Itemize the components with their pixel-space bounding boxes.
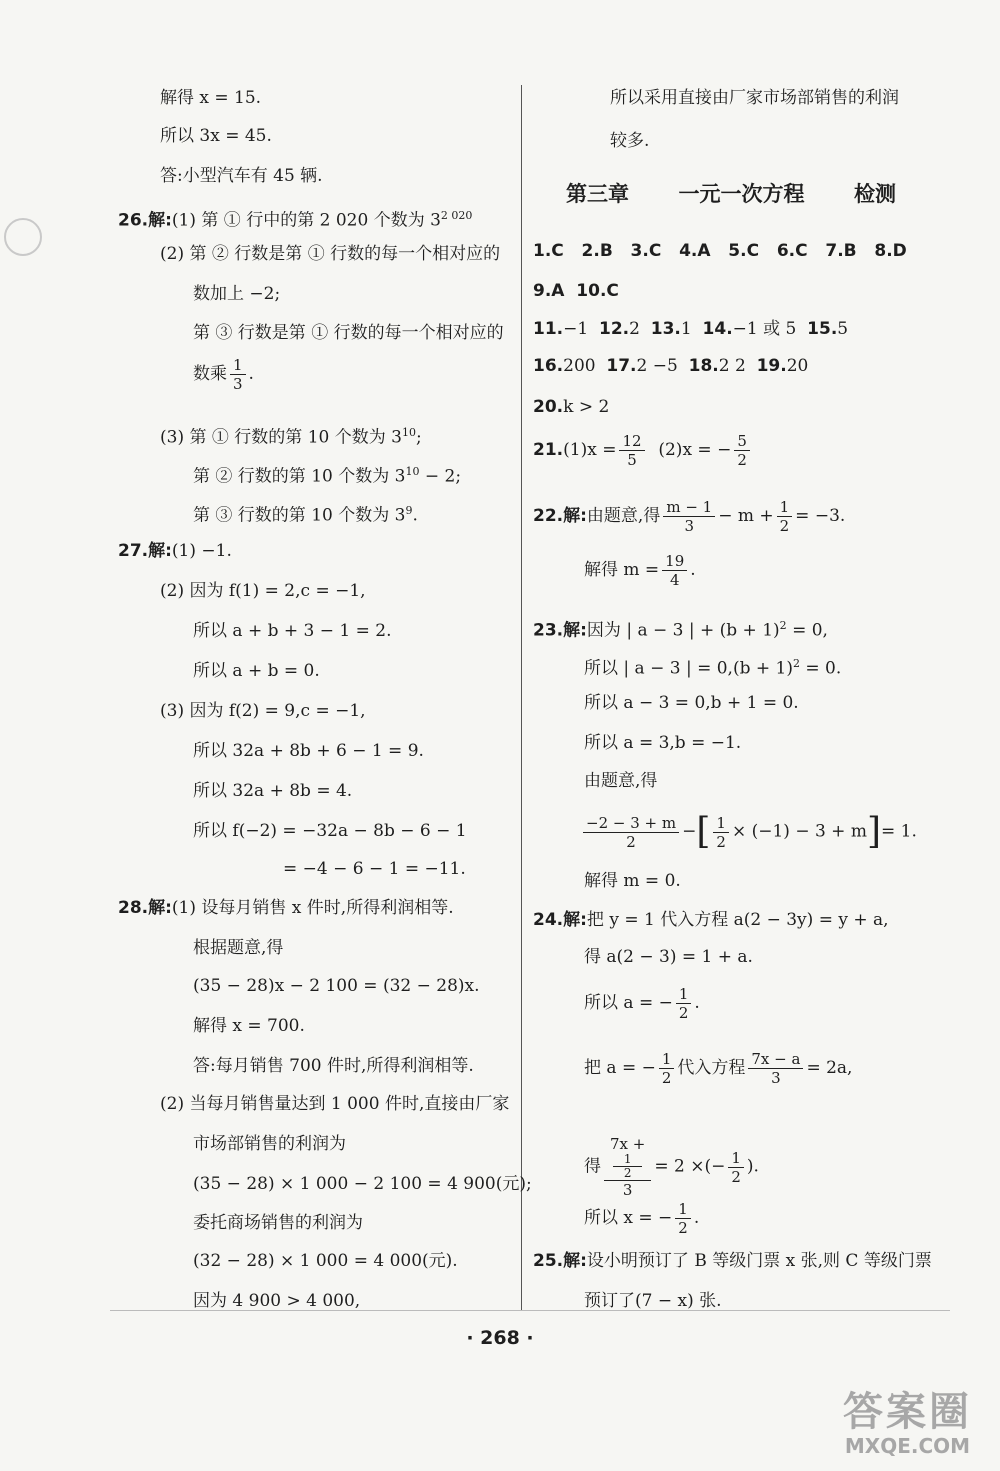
q28-line-6: (2) 当每月销售量达到 1 000 件时,直接由厂家	[160, 1094, 510, 1114]
page-number: · 268 ·	[466, 1327, 534, 1349]
answer-24-line-4: 把 a = − $\frac{1}{2}$ 代入方程 $\frac{7x - a}{3}$ = 2a,	[584, 1050, 853, 1087]
q26-line-8: 第 ③ 行数的第 10 个数为 $3^9$.	[193, 504, 418, 526]
q28-line-11: 因为 4 900 > 4 000,	[193, 1291, 361, 1311]
answer-20: 20.k > 2	[533, 397, 610, 417]
answers-row-1: 1.C 2.B 3.C 4.A 5.C 6.C 7.B 8.D	[533, 241, 907, 261]
q26-mult-text: 数乘	[193, 364, 227, 384]
watermark	[825, 1390, 990, 1458]
right-cont-line-1: 所以采用直接由厂家市场部销售的利润	[610, 88, 899, 108]
q26-line-1	[118, 205, 472, 232]
q27-line-5: (3) 因为 f(2) = 9,c = −1,	[160, 701, 366, 721]
fraction-half-c: $\frac{1}{2}$	[676, 985, 692, 1022]
answer-23-line-7: 解得 m = 0.	[584, 871, 681, 891]
q27-line-2: (2) 因为 f(1) = 2,c = −1,	[160, 581, 366, 601]
fraction-m-minus-1-over-3: $\frac{m - 1}{3}$	[663, 498, 715, 535]
answer-24-line-1: 24.解:把 y = 1 代入方程 a(2 − 3y) = y + a,	[533, 910, 889, 930]
heading-chapter: 第三章	[566, 182, 629, 206]
answer-24-line-6: 所以 x = − $\frac{1}{2}$ .	[584, 1200, 700, 1237]
answer-23-line-3: 所以 a − 3 = 0,b + 1 = 0.	[584, 693, 799, 713]
answer-23-line-5: 由题意,得	[584, 771, 658, 791]
q27-line-3: 所以 a + b + 3 − 1 = 2.	[193, 621, 392, 641]
q28-line-5: 答:每月销售 700 件时,所得利润相等.	[193, 1056, 474, 1076]
q28-line-2: 根据题意,得	[193, 938, 284, 958]
q27-line-4: 所以 a + b = 0.	[193, 661, 320, 681]
answers-row-2: 9.A 10.C	[533, 281, 619, 301]
q27-line-8: 所以 f(−2) = −32a − 8b − 6 − 1	[193, 821, 467, 841]
q26-line-6: (3) 第 ① 行数的第 10 个数为 $3^{10}$;	[160, 426, 422, 448]
chapter-heading	[566, 178, 896, 208]
answer-25-line-1: 25.解:设小明预订了 B 等级门票 x 张,则 C 等级门票	[533, 1251, 932, 1271]
q28-label: 28.解:	[118, 898, 172, 918]
q27-line-6: 所以 32a + 8b + 6 − 1 = 9.	[193, 741, 424, 761]
fraction-half-b: $\frac{1}{2}$	[713, 814, 729, 851]
q26-line-5: 数乘 $\frac{1}{3}$ .	[193, 356, 254, 393]
line-answer-cars: 答:小型汽车有 45 辆.	[160, 166, 323, 186]
q26-line-2: (2) 第 ② 行数是第 ① 行数的每一个相对应的	[160, 244, 501, 264]
fraction-5-2: $\frac{5}{2}$	[734, 432, 750, 469]
watermark-url: MXQE.COM	[844, 1434, 971, 1458]
q28-line-4: 解得 x = 700.	[193, 1016, 305, 1036]
q26-part1: (1) 第 ① 行中的第 2 020 个数为 3	[171, 210, 441, 231]
q28-line-1: 28.解:(1) 设每月销售 x 件时,所得利润相等.	[118, 898, 454, 918]
answer-23-line-1: 23.解:因为 | a − 3 | + $(b + 1)^2 = 0$,	[533, 619, 828, 641]
q28-line-3: (35 − 28)x − 2 100 = (32 − 28)x.	[193, 976, 480, 996]
answer-23-line-4: 所以 a = 3,b = −1.	[584, 733, 742, 753]
q26-line-3: 数加上 −2;	[193, 284, 281, 304]
answer-23-line-2: 所以 | a − 3 | = $0,(b + 1)^2 = 0$.	[584, 657, 842, 679]
fraction-19-4: $\frac{19}{4}$	[662, 552, 687, 589]
stamp-mark	[4, 218, 42, 256]
q26-exp: 2 020	[440, 209, 473, 222]
fraction-neg2-3-m-over-2: $\frac{-2 - 3 + m}{2}$	[583, 814, 679, 851]
q26-label: 26.解:	[118, 210, 172, 231]
answer-23-line-6: $\frac{-2 - 3 + m}{2}$ −[ $\frac{1}{2}$ × (−1) − 3 + m]= 1.	[580, 812, 917, 852]
answer-24-line-3: 所以 a = − $\frac{1}{2}$ .	[584, 985, 700, 1022]
q26-line-4: 第 ③ 行数是第 ① 行数的每一个相对应的	[193, 323, 504, 343]
answers-row-3: 11.−1 12.2 13.1 14.−1 或 5 15.5	[533, 319, 849, 339]
q27-line-1: 27.解:(1) −1.	[118, 541, 232, 561]
answers-row-4: 16.200 17.2 −5 18.2 2 19.20	[533, 356, 809, 376]
answer-25-line-2: 预订了(7 − x) 张.	[584, 1291, 722, 1311]
fraction-7x-minus-a-over-3: $\frac{7x - a}{3}$	[748, 1050, 803, 1087]
answer-21: 21.(1)x = $\frac{12}{5}$ (2)x = − $\frac{5}{2}$	[533, 432, 753, 469]
column-divider	[521, 85, 522, 1310]
q28-line-10: (32 − 28) × 1 000 = 4 000(元).	[193, 1251, 458, 1271]
q27-line-9: = −4 − 6 − 1 = −11.	[283, 859, 466, 879]
line-3x-45: 所以 3x = 45.	[160, 126, 272, 146]
answer-22-line-1: 22.解:由题意,得 $\frac{m - 1}{3}$ − m + $\frac{1}{2}$ = −3.	[533, 498, 846, 535]
q28-line-8: (35 − 28) × 1 000 − 2 100 = 4 900(元);	[193, 1174, 532, 1194]
answer-24-line-2: 得 a(2 − 3) = 1 + a.	[584, 947, 753, 967]
fraction-compound: 7x + 1 2 3	[604, 1135, 651, 1199]
answer-24-line-5: 得 7x + 1 2 3 = 2 ×(− $\frac{1}{2}$ ).	[584, 1135, 759, 1199]
fraction-half-f: $\frac{1}{2}$	[675, 1200, 691, 1237]
q27-label: 27.解:	[118, 541, 172, 561]
watermark-logo: 答案圈	[843, 1389, 972, 1435]
answer-22-line-2: 解得 m = $\frac{19}{4}$ .	[584, 552, 696, 589]
right-cont-line-2: 较多.	[610, 131, 650, 151]
fraction-half: $\frac{1}{2}$	[777, 498, 793, 535]
fraction-one-third: $\frac{1}{3}$	[230, 356, 246, 393]
heading-test: 检测	[854, 182, 896, 206]
q28-line-7: 市场部销售的利润为	[193, 1134, 346, 1154]
fraction-half-d: $\frac{1}{2}$	[659, 1050, 675, 1087]
q27-line-7: 所以 32a + 8b = 4.	[193, 781, 353, 801]
fraction-half-e: $\frac{1}{2}$	[728, 1149, 744, 1186]
fraction-12-5: $\frac{12}{5}$	[619, 432, 644, 469]
q26-line-7: 第 ② 行数的第 10 个数为 $3^{10} - 2$;	[193, 465, 462, 487]
heading-topic: 一元一次方程	[678, 182, 805, 206]
q28-line-9: 委托商场销售的利润为	[193, 1213, 363, 1233]
line-solve-x15: 解得 x = 15.	[160, 88, 262, 108]
